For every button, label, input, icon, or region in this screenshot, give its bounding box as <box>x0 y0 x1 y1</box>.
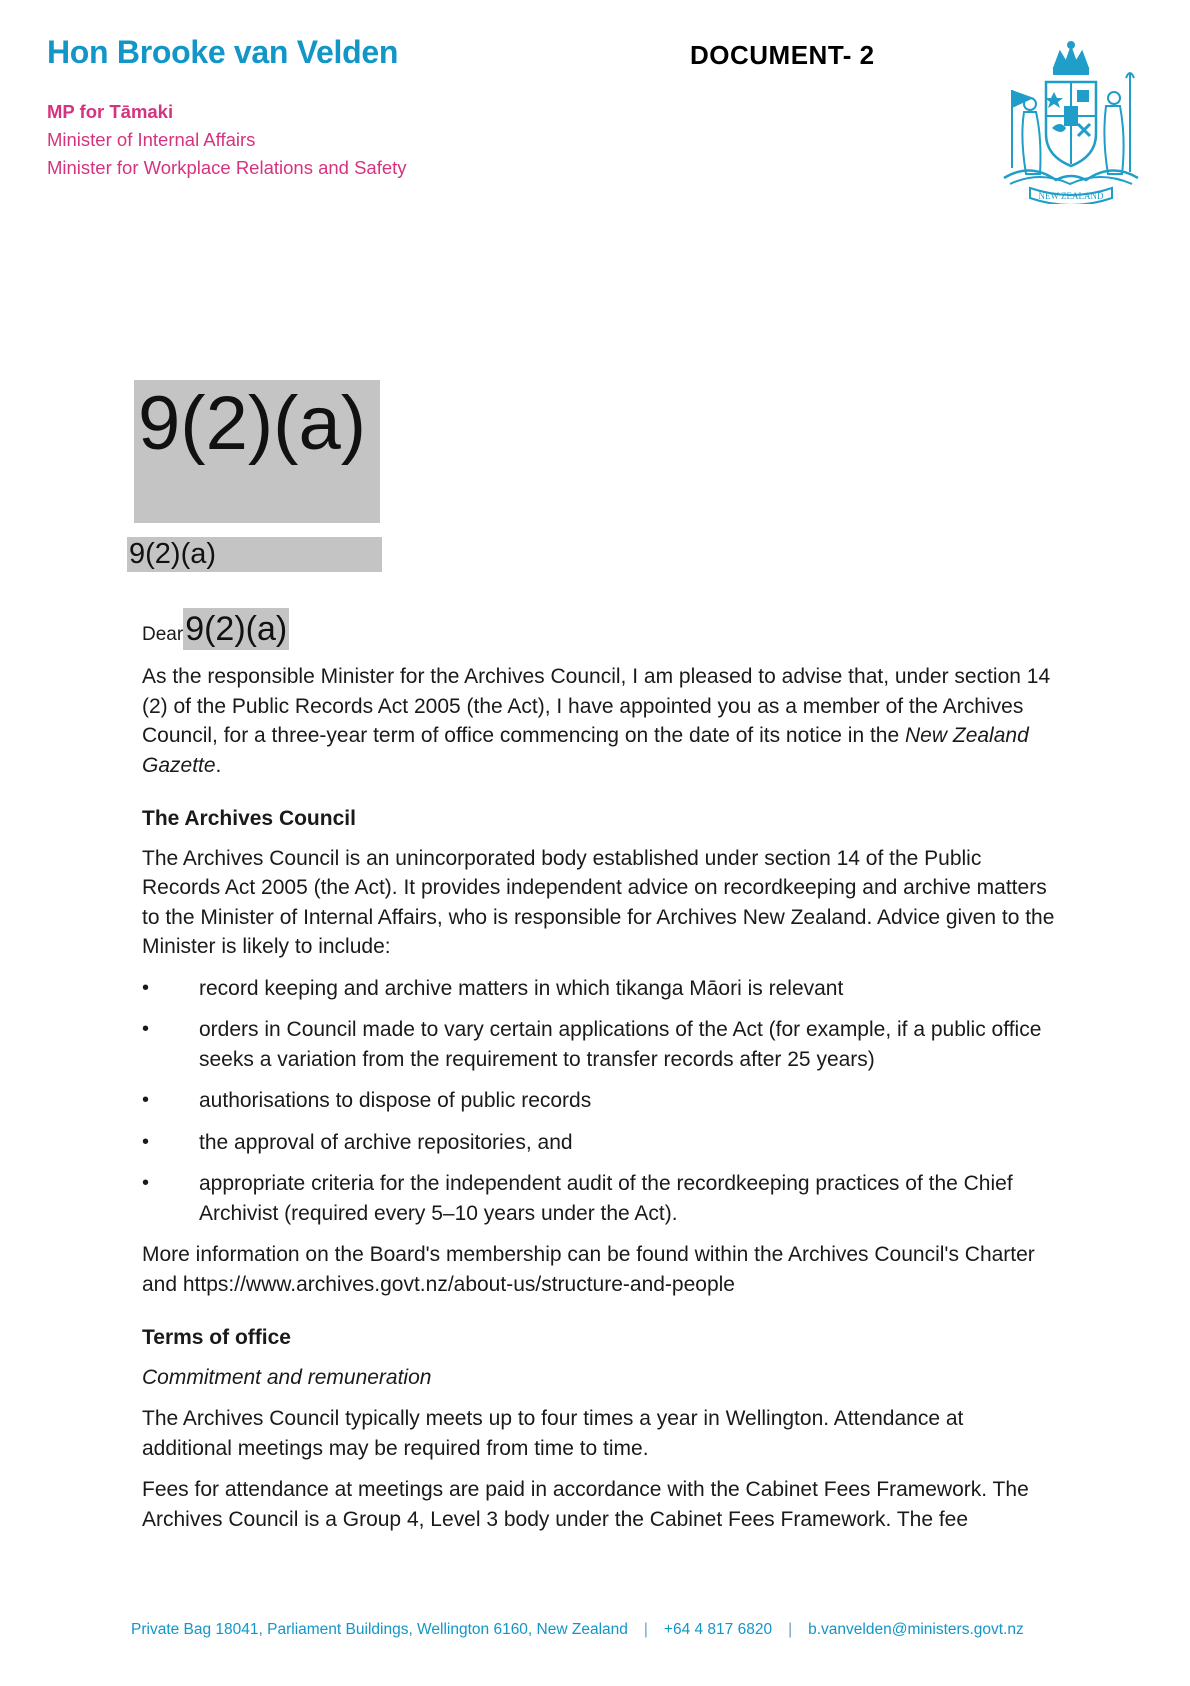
list-item <box>142 974 1057 1004</box>
advice-list <box>142 974 1057 1229</box>
minister-roles <box>47 98 407 182</box>
salutation <box>142 608 1057 650</box>
footer-separator: | <box>643 1621 648 1638</box>
more-info-paragraph: More information on the Board's membership can be found within the Archives Council's Charter and https://www.archives.govt.nz/about-us/structure-and-people <box>142 1243 1035 1296</box>
heading-archives-council: The Archives Council <box>142 807 356 830</box>
list-item-text: the approval of archive repositories, and <box>199 1130 573 1154</box>
fees-paragraph: Fees for attendance at meetings are paid in accordance with the Cabinet Fees Framework. The Archives Council is a Group 4, Level 3 body under the Cabinet Fees Framework. The fee <box>142 1478 1029 1531</box>
council-paragraph: The Archives Council is an unincorporated body established under section 14 of the Public Records Act 2005 (the Act). It provides independent advice on recordkeeping and archive matters to the Minister of Internal Affairs, who is responsible for Archives New Zealand. Advice given to the Minister is likely to include: <box>142 846 1055 958</box>
intro-text: As the responsible Minister for the Archives Council, I am pleased to advise that, under section 14 (2) of the Public Records Act 2005 (the Act), I have appointed you as a member of the Archives Council, for a three-year term of office commencing on the date of its notice in the <box>142 665 1051 747</box>
list-item-text: authorisations to dispose of public records <box>199 1089 592 1112</box>
redacted-addressee: 9(2)(a) <box>134 380 380 523</box>
intro-paragraph <box>142 662 1057 780</box>
meetings-paragraph: The Archives Council typically meets up to four times a year in Wellington. Attendance at additional meetings may be required from time to time. <box>142 1407 964 1460</box>
bullet-icon: • <box>142 1172 150 1194</box>
subheading-commitment: Commitment and remuneration <box>142 1365 432 1389</box>
list-item <box>142 1015 1057 1074</box>
footer-address: Private Bag 18041, Parliament Buildings, Wellington 6160, New Zealand <box>131 1621 628 1638</box>
bullet-icon: • <box>142 976 150 999</box>
footer-email: b.vanvelden@ministers.govt.nz <box>808 1621 1024 1638</box>
salutation-dear: Dear <box>142 624 184 645</box>
redacted-salutation-name: 9(2)(a) <box>185 610 288 648</box>
footer-phone: +64 4 817 6820 <box>663 1621 773 1638</box>
list-item-text: orders in Council made to vary certain applications of the Act (for example, if a public office seeks a variation from the requirement to transfer records after 25 years) <box>199 1018 1042 1071</box>
gazette-title: New Zealand Gazette <box>142 724 1029 777</box>
nz-coat-of-arms-icon <box>990 38 1152 204</box>
bullet-icon: • <box>142 1089 150 1111</box>
footer-separator: | <box>788 1621 793 1638</box>
role-workplace-relations: Minister for Workplace Relations and Safety <box>47 157 407 178</box>
role-internal-affairs: Minister of Internal Affairs <box>47 129 256 150</box>
bullet-icon: • <box>142 1130 150 1153</box>
crest-motto: NEW ZEALAND <box>1038 191 1104 201</box>
list-item <box>142 1086 1057 1116</box>
list-item-text: appropriate criteria for the independent audit of the recordkeeping practices of the Chief Archivist (required every 5–10 years under the Act). <box>199 1172 1013 1225</box>
mp-electorate: MP for Tāmaki <box>47 101 174 122</box>
heading-terms-of-office: Terms of office <box>142 1326 291 1349</box>
list-item-text: record keeping and archive matters in which tikanga Māori is relevant <box>199 976 844 1000</box>
list-item <box>142 1128 1057 1158</box>
list-item <box>142 1169 1057 1228</box>
minister-name: Hon Brooke van Velden <box>47 34 399 70</box>
document-label: DOCUMENT- 2 <box>690 40 875 70</box>
bullet-icon: • <box>142 1018 150 1040</box>
intro-end: . <box>215 753 222 777</box>
footer-contact <box>0 1621 1190 1639</box>
letter-body <box>142 608 1057 1546</box>
redacted-address: 9(2)(a) <box>127 537 382 572</box>
